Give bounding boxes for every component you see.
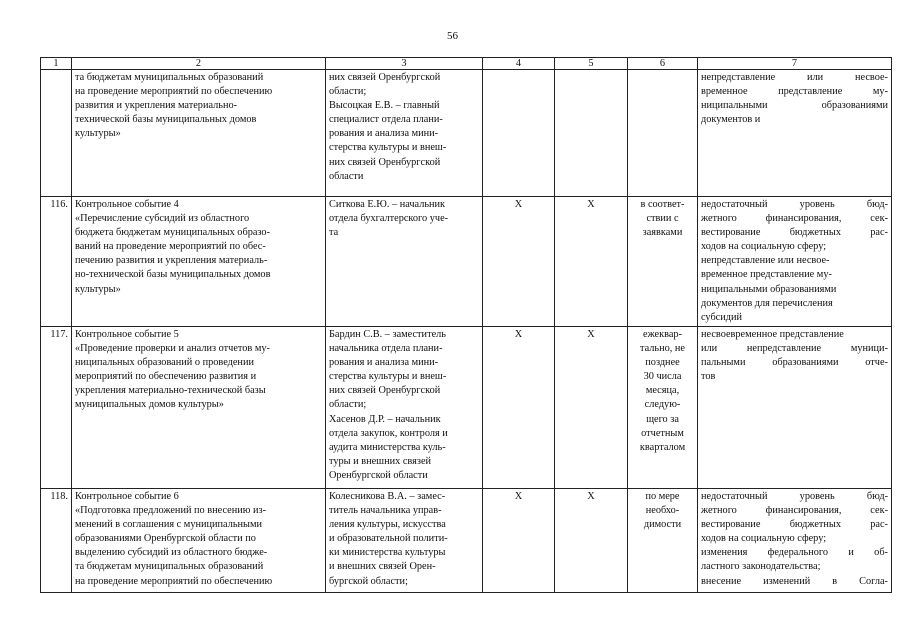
mark-col4: X bbox=[483, 489, 555, 593]
row-number: 117. bbox=[41, 327, 72, 489]
text-line: та бюджетам муниципальных образований bbox=[75, 561, 264, 573]
text-line: выделению субсидий из областного бюдже- bbox=[75, 547, 268, 559]
text-line: муниципальных домов культуры» bbox=[75, 399, 224, 411]
event-description bbox=[72, 70, 326, 197]
text-line: документов для перечисления bbox=[701, 297, 833, 309]
page-number: 56 bbox=[447, 30, 458, 42]
text-line: мероприятий по обеспечению развития и bbox=[75, 371, 257, 383]
text-line: образованиями Оренбургской области по bbox=[75, 533, 256, 545]
text-line: непредставление или несвое- bbox=[701, 72, 888, 83]
text-line: щего за bbox=[646, 413, 679, 425]
text-line: отдела бухгалтерского уче- bbox=[329, 213, 449, 225]
text-line: ежеквар- bbox=[643, 329, 682, 340]
event-description bbox=[72, 327, 326, 489]
table-row bbox=[41, 197, 892, 327]
text-line: димости bbox=[643, 519, 682, 531]
table-row bbox=[41, 489, 892, 593]
text-line: печению развития и укрепления материаль- bbox=[75, 255, 268, 267]
text-line: области; bbox=[329, 86, 367, 98]
text-line: укрепления материально-технической базы bbox=[75, 385, 266, 397]
text-line: бюджета бюджетам муниципальных образо- bbox=[75, 227, 271, 239]
text-line: Высоцкая Е.В. – главный bbox=[329, 100, 440, 112]
text-line: изменения федерального и об- bbox=[701, 547, 888, 559]
text-line: культуры» bbox=[75, 283, 121, 295]
deadline-cell bbox=[628, 327, 698, 489]
text-line: та бюджетам муниципальных образований bbox=[75, 72, 264, 83]
text-line: месяца, bbox=[645, 385, 680, 397]
text-line: аудита министерства куль- bbox=[329, 441, 446, 453]
text-line: рования и анализа мини- bbox=[329, 357, 439, 369]
text-line: ходов на социальную сферу; bbox=[701, 533, 827, 545]
text-line: «Подготовка предложений по внесению из- bbox=[75, 505, 267, 517]
text-line: в соответ- bbox=[640, 199, 685, 210]
text-line: ластного законодательства; bbox=[701, 561, 821, 573]
control-events-table bbox=[40, 57, 892, 593]
responsible-persons bbox=[326, 70, 483, 197]
text-line: начальника отдела плани- bbox=[329, 343, 443, 355]
row-number: 116. bbox=[41, 197, 72, 327]
text-line: на проведение мероприятий по обеспечению bbox=[75, 575, 273, 587]
text-line: заявками bbox=[642, 227, 683, 239]
text-line: культуры» bbox=[75, 128, 121, 140]
text-line: документов и bbox=[701, 114, 761, 126]
text-line: ления культуры, искусства bbox=[329, 519, 446, 531]
text-line: необхо- bbox=[645, 505, 680, 517]
mark-col5: X bbox=[555, 327, 628, 489]
deadline-cell bbox=[628, 197, 698, 327]
text-line: «Проведение проверки и анализ отчетов му- bbox=[75, 343, 270, 355]
event-description bbox=[72, 489, 326, 593]
text-line: и внешних связей Орен- bbox=[329, 561, 436, 573]
text-line: области bbox=[329, 170, 364, 182]
text-line: и образовательной полити- bbox=[329, 533, 448, 545]
text-line: следую- bbox=[644, 399, 681, 411]
responsible-persons bbox=[326, 197, 483, 327]
text-line: Оренбургской области bbox=[329, 469, 428, 481]
mark-col4: X bbox=[483, 327, 555, 489]
row-number: 118. bbox=[41, 489, 72, 593]
responsible-persons bbox=[326, 327, 483, 489]
risk-description bbox=[698, 489, 892, 593]
text-line: внесение изменений в Согла- bbox=[701, 575, 888, 587]
text-line: Контрольное событие 5 bbox=[75, 329, 179, 340]
text-line: или непредставление муници- bbox=[701, 343, 888, 355]
text-line: области; bbox=[329, 399, 367, 411]
text-line: недостаточный уровень бюд- bbox=[701, 199, 888, 210]
text-line: ходов на социальную сферу; bbox=[701, 241, 827, 253]
text-line: Ситкова Е.Ю. – начальник bbox=[329, 199, 446, 210]
text-line: ваний на проведение мероприятий по обес- bbox=[75, 241, 266, 253]
text-line: ниципальных образований о проведении bbox=[75, 357, 254, 369]
mark-col5 bbox=[555, 70, 628, 197]
table-row bbox=[41, 70, 892, 197]
column-header: 3 bbox=[326, 58, 483, 70]
table-header-row bbox=[41, 58, 892, 70]
text-line: специалист отдела плани- bbox=[329, 114, 443, 126]
text-line: менений в соглашения с муниципальными bbox=[75, 519, 262, 531]
column-header: 7 bbox=[698, 58, 892, 70]
text-line: ствии с bbox=[646, 213, 679, 225]
mark-col4: X bbox=[483, 197, 555, 327]
text-line: непредставление или несвое- bbox=[701, 255, 830, 267]
column-header: 2 bbox=[72, 58, 326, 70]
column-header: 1 bbox=[41, 58, 72, 70]
column-header: 4 bbox=[483, 58, 555, 70]
text-line: на проведение мероприятий по обеспечению bbox=[75, 86, 273, 98]
text-line: отчетным bbox=[641, 427, 684, 439]
deadline-cell bbox=[628, 70, 698, 197]
text-line: Колесникова В.А. – замес- bbox=[329, 491, 446, 502]
text-line: жетного финансирования, сек- bbox=[701, 213, 888, 225]
text-line: вестирование бюджетных рас- bbox=[701, 519, 888, 531]
text-line: развития и укрепления материально- bbox=[75, 100, 238, 112]
text-line: 30 числа bbox=[643, 371, 682, 383]
text-line: стерства культуры и внеш- bbox=[329, 371, 447, 383]
row-number bbox=[41, 70, 72, 197]
column-header: 5 bbox=[555, 58, 628, 70]
text-line: ки министерства культуры bbox=[329, 547, 446, 559]
text-line: ниципальными образованиями bbox=[701, 283, 837, 295]
text-line: несвоевременное представление bbox=[701, 329, 844, 340]
text-line: недостаточный уровень бюд- bbox=[701, 491, 888, 502]
column-header: 6 bbox=[628, 58, 698, 70]
text-line: субсидий bbox=[701, 311, 743, 323]
text-line: тов bbox=[701, 371, 716, 383]
text-line: кварталом bbox=[639, 441, 686, 453]
text-line: но-технической базы муниципальных домов bbox=[75, 269, 271, 281]
text-line: бургской области; bbox=[329, 575, 408, 587]
deadline-cell bbox=[628, 489, 698, 593]
text-line: временное представление му- bbox=[701, 86, 888, 98]
text-line: туры и внешних связей bbox=[329, 455, 432, 467]
text-line: них связей Оренбургской bbox=[329, 156, 441, 168]
text-line: отдела закупок, контроля и bbox=[329, 427, 448, 439]
text-line: стерства культуры и внеш- bbox=[329, 142, 447, 154]
text-line: пальными образованиями отче- bbox=[701, 357, 888, 369]
text-line: по мере bbox=[645, 491, 680, 502]
text-line: них связей Оренбургской bbox=[329, 385, 441, 397]
event-description bbox=[72, 197, 326, 327]
text-line: вестирование бюджетных рас- bbox=[701, 227, 888, 239]
responsible-persons bbox=[326, 489, 483, 593]
text-line: рования и анализа мини- bbox=[329, 128, 439, 140]
risk-description bbox=[698, 70, 892, 197]
text-line: жетного финансирования, сек- bbox=[701, 505, 888, 517]
text-line: позднее bbox=[645, 357, 680, 369]
text-line: технической базы муниципальных домов bbox=[75, 114, 257, 126]
text-line: «Перечисление субсидий из областного bbox=[75, 213, 250, 225]
risk-description bbox=[698, 197, 892, 327]
risk-description bbox=[698, 327, 892, 489]
text-line: Контрольное событие 4 bbox=[75, 199, 179, 210]
text-line: Хасенов Д.Р. – начальник bbox=[329, 413, 441, 425]
mark-col5: X bbox=[555, 489, 628, 593]
text-line: Контрольное событие 6 bbox=[75, 491, 179, 502]
text-line: временное представление му- bbox=[701, 269, 832, 281]
text-line: ниципальными образованиями bbox=[701, 100, 888, 112]
text-line: тально, не bbox=[639, 343, 685, 355]
text-line: та bbox=[329, 227, 339, 239]
text-line: Бардин С.В. – заместитель bbox=[329, 329, 446, 340]
mark-col4 bbox=[483, 70, 555, 197]
text-line: титель начальника управ- bbox=[329, 505, 442, 517]
mark-col5: X bbox=[555, 197, 628, 327]
text-line: них связей Оренбургской bbox=[329, 72, 441, 83]
table-row bbox=[41, 327, 892, 489]
